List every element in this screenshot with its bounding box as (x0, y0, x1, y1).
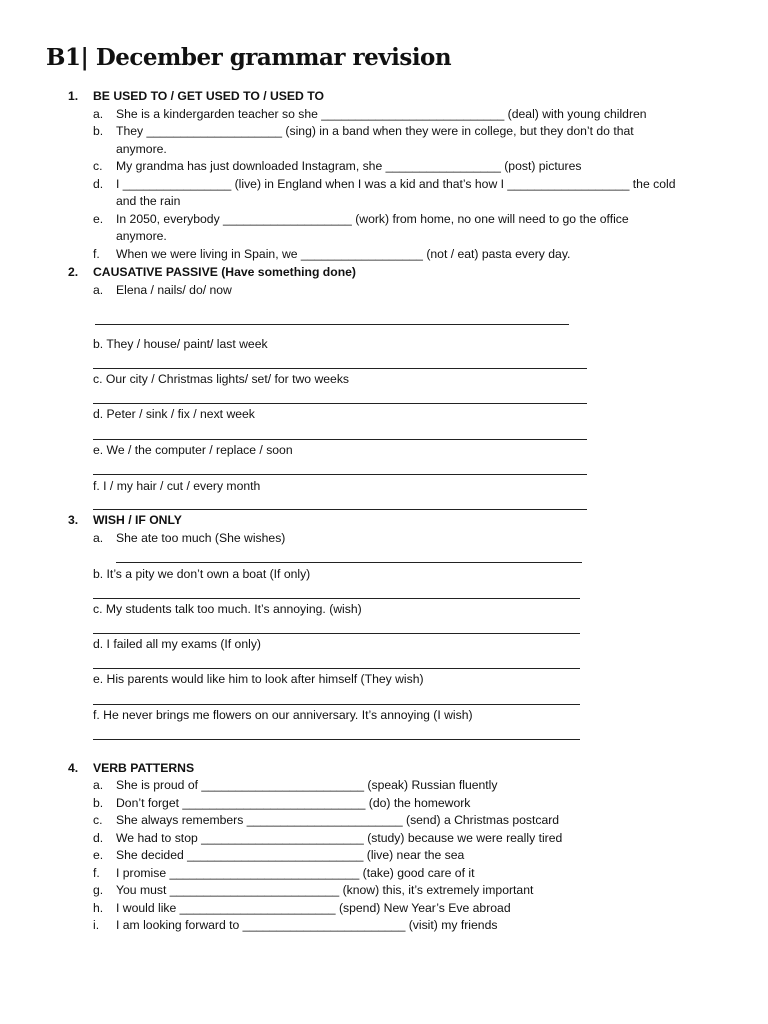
s3-prompt-d: d. I failed all my exams (If only) (93, 637, 261, 651)
answer-line[interactable] (93, 739, 580, 740)
section-4-number: 4. (68, 761, 79, 775)
section-1-heading: BE USED TO / GET USED TO / USED TO (93, 89, 324, 103)
section-4-heading: VERB PATTERNS (93, 761, 195, 775)
answer-line[interactable] (93, 509, 587, 510)
s1-letter-c: c. (93, 159, 103, 173)
s4-letter-f: f. (93, 866, 100, 880)
section-1-number: 1. (68, 89, 79, 103)
answer-line[interactable] (93, 474, 587, 475)
s3-prompt-c: c. My students talk too much. It’s annoying. (wish) (93, 602, 362, 616)
s1-item-b: They ____________________ (sing) in a band when they were in college, but they don’t do that (116, 124, 634, 138)
s2-prompt-d: d. Peter / sink / fix / next week (93, 407, 255, 421)
s2-prompt-c: c. Our city / Christmas lights/ set/ for two weeks (93, 372, 350, 386)
s1-item-c: My grandma has just downloaded Instagram, she _________________ (post) pictures (116, 159, 582, 173)
s4-item-a: She is proud of ________________________ (speak) Russian fluently (116, 778, 498, 792)
s2-prompt-e: e. We / the computer / replace / soon (93, 443, 293, 457)
s1-letter-b: b. (93, 124, 104, 138)
answer-line[interactable] (93, 704, 580, 705)
answer-line[interactable] (116, 562, 582, 563)
s1-letter-e: e. (93, 212, 104, 226)
s4-item-b: Don’t forget ___________________________ (do) the homework (116, 796, 471, 810)
s3-prompt-e: e. His parents would like him to look after himself (They wish) (93, 672, 424, 686)
s3-prompt-b: b. It’s a pity we don’t own a boat (If only) (93, 567, 311, 581)
answer-line[interactable] (93, 668, 580, 669)
section-3-number: 3. (68, 513, 79, 527)
answer-line[interactable] (93, 633, 580, 634)
s1-item-d-cont: and the rain (116, 194, 181, 208)
s1-item-b-cont: anymore. (116, 142, 167, 156)
answer-line[interactable] (95, 324, 569, 325)
s3-prompt-f: f. He never brings me flowers on our anniversary. It’s annoying (I wish) (93, 708, 473, 722)
s4-item-i: I am looking forward to ________________________ (visit) my friends (116, 918, 498, 932)
section-2-number: 2. (68, 265, 79, 279)
s2-prompt-a: Elena / nails/ do/ now (116, 283, 232, 297)
answer-line[interactable] (93, 368, 587, 369)
s2-prompt-b: b. They / house/ paint/ last week (93, 337, 268, 351)
s4-letter-g: g. (93, 883, 104, 897)
page-title: B1| December grammar revision (46, 44, 452, 71)
s2-prompt-f: f. I / my hair / cut / every month (93, 479, 261, 493)
s3-letter-a: a. (93, 531, 104, 545)
section-3-heading: WISH / IF ONLY (93, 513, 182, 527)
s4-item-c: She always remembers _______________________ (send) a Christmas postcard (116, 813, 560, 827)
s1-item-a: She is a kindergarden teacher so she ___________________________ (deal) with young children (116, 107, 647, 121)
s4-letter-e: e. (93, 848, 104, 862)
s4-letter-a: a. (93, 778, 104, 792)
s4-letter-h: h. (93, 901, 104, 915)
s4-item-e: She decided __________________________ (live) near the sea (116, 848, 465, 862)
s1-item-e-cont: anymore. (116, 229, 167, 243)
s4-letter-d: d. (93, 831, 104, 845)
s1-letter-a: a. (93, 107, 104, 121)
s4-letter-c: c. (93, 813, 103, 827)
s2-letter-a: a. (93, 283, 104, 297)
s1-item-e: In 2050, everybody ___________________ (work) from home, no one will need to go the office (116, 212, 629, 226)
answer-line[interactable] (93, 439, 587, 440)
answer-line[interactable] (93, 598, 580, 599)
s1-item-f: When we were living in Spain, we __________________ (not / eat) pasta every day. (116, 247, 571, 261)
s4-item-g: You must _________________________ (know) this, it’s extremely important (116, 883, 534, 897)
s4-item-h: I would like _______________________ (spend) New Year’s Eve abroad (116, 901, 511, 915)
section-2-heading: CAUSATIVE PASSIVE (Have something done) (93, 265, 356, 279)
s1-letter-f: f. (93, 247, 100, 261)
s1-letter-d: d. (93, 177, 104, 191)
s4-item-d: We had to stop ________________________ (study) because we were really tired (116, 831, 563, 845)
answer-line[interactable] (93, 403, 587, 404)
s4-item-f: I promise ____________________________ (take) good care of it (116, 866, 475, 880)
s4-letter-b: b. (93, 796, 104, 810)
s3-prompt-a: She ate too much (She wishes) (116, 531, 286, 545)
s4-letter-i: i. (93, 918, 100, 932)
s1-item-d: I ________________ (live) in England when I was a kid and that’s how I __________________ the cold (116, 177, 676, 191)
